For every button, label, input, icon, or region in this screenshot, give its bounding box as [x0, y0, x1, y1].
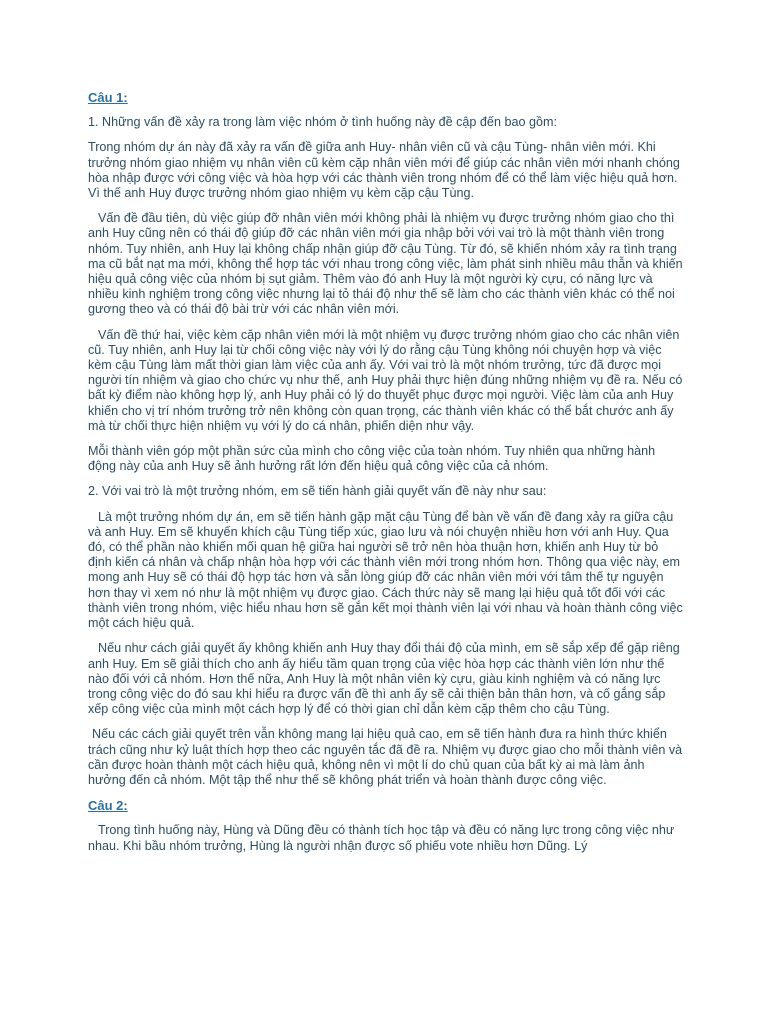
question1-item2: 2. Với vai trò là một trưởng nhóm, em sẽ tiến hành giải quyết vấn đề này như sau: — [88, 484, 547, 499]
paragraph-issue-two: Vấn đề thứ hai, việc kèm cặp nhân viên mới là một nhiệm vụ được trưởng nhóm giao cho các nhân viên cũ. Tuy nhiên, anh Huy lại từ chối công việc này với lý do rằng cậu Tùng không nói chuyện hợp và việc kèm cậu Tùng làm mất thời gian làm việc của anh ấy. Với vai trò là một nhóm trưởng, tức đã được mọi người tín nhiệm và giao cho chức vụ như thế, anh Huy phải thực hiện đúng những nhiệm vụ đề ra. Nếu có bất kỳ điểm nào không hợp lý, anh Huy phải có lý do thuyết phục được mọi người. Việc làm của anh Huy khiến cho vị trí nhóm trưởng trở nên không còn quan trọng, các thành viên khác có thể bắt chước anh ấy mà từ chối thực hiện nhiệm vụ với lý do cá nhân, phiến diện như vậy. — [88, 327, 683, 433]
paragraph-solution-one: Là một trưởng nhóm dự án, em sẽ tiến hành gặp mặt cậu Tùng để bàn về vấn đề đang xảy ra giữa cậu và anh Huy. Em sẽ khuyến khích cậu Tùng tiếp xúc, giao lưu và nói chuyện nhiều hơn với anh Huy. Qua đó, có thể phần nào khiến mối quan hệ giữa hai người sẽ trở nên hòa thuận hơn, khiến anh Huy từ bỏ định kiến cá nhân và chấp nhận hòa hợp với các thành viên mới trong nhóm hơn. Thông qua việc này, em mong anh Huy sẽ có thái độ hợp tác hơn và sẵn lòng giúp đỡ các nhân viên mới với tâm thế tự nguyện hơn thay vì xem nó như là một nhiệm vụ được giao. Cách thức này sẽ mang lại hiệu quả tốt đối với các thành viên trong nhóm, việc hiểu nhau hơn sẽ gắn kết mọi thành viên lại với nhau và hoàn thành công việc một cách hiệu quả. — [88, 509, 683, 631]
cau2-heading: Câu 2: — [88, 798, 128, 814]
paragraph-solution-two: Nếu như cách giải quyết ấy không khiến anh Huy thay đổi thái độ của mình, em sẽ sắp xếp để gặp riêng anh Huy. Em sẽ giải thích cho anh ấy hiểu tầm quan trọng của việc hòa hợp các thành viên lớn như thế nào đối với cả nhóm. Hơn thế nữa, Anh Huy là một nhân viên kỳ cựu, giàu kinh nghiệm và có năng lực trong công việc do đó sau khi hiểu ra được vấn đề thì anh ấy sẽ cải thiện bản thân hơn, và cố gắng sắp xếp công việc của mình một cách hợp lý để có thời gian chỉ dẫn kèm cặp thêm cho cậu Tùng. — [88, 641, 680, 717]
paragraph-question2: Trong tình huống này, Hùng và Dũng đều có thành tích học tập và đều có năng lực trong công việc như nhau. Khi bầu nhóm trưởng, Hùng là người nhận được số phiếu vote nhiều hơn Dũng. Lý — [88, 823, 675, 853]
question1-item1: 1. Những vấn đề xảy ra trong làm việc nhóm ở tình huống này đề cập đến bao gồm: — [88, 115, 557, 130]
paragraph-issue-one: Vấn đề đầu tiên, dù việc giúp đỡ nhân viên mới không phải là nhiệm vụ được trưởng nhóm giao cho thì anh Huy cũng nên có thái độ giúp đỡ các nhân viên mới gia nhập bởi với vai trò là một thành viên trong nhóm. Tuy nhiên, anh Huy lại không chấp nhận giúp đỡ cậu Tùng. Từ đó, sẽ khiến nhóm xảy ra tình trạng ma cũ bắt nạt ma mới, không thể hợp tác với nhau trong công việc, làm phát sinh nhiều mâu thẫn và khiến hiệu quả công việc của nhóm bị sụt giảm. Thêm vào đó anh Huy là một người kỳ cựu, có năng lực và nhiều kinh nghiệm trong công việc nhưng lại tỏ thái độ như thế sẽ làm cho các thành viên khác có thể noi gương theo và có thái độ bài trừ với các nhân viên mới. — [88, 211, 683, 317]
paragraph-context: Trong nhóm dự án này đã xảy ra vấn đề giữa anh Huy- nhân viên cũ và cậu Tùng- nhân viên mới. Khi trưởng nhóm giao nhiệm vụ nhân viên cũ kèm cặp nhân viên mới để giúp các nhân viên mới nhanh chóng hòa nhập được với công việc và hòa hợp với các thành viên trong nhóm để có thể làm việc hiệu quả hơn. Vì thế anh Huy được trưởng nhóm giao nhiệm vụ kèm cặp cậu Tùng. — [88, 140, 680, 201]
document-page — [88, 90, 684, 864]
paragraph-summary: Mỗi thành viên góp một phần sức của mình cho công việc của toàn nhóm. Tuy nhiên qua những hành động này của anh Huy sẽ ảnh hưởng rất lớn đến hiệu quả công việc của cả nhóm. — [88, 444, 656, 474]
paragraph-solution-three: Nếu các cách giải quyết trên vẫn không mang lại hiệu quả cao, em sẽ tiến hành đưa ra hình thức khiển trách cũng như kỷ luật thích hợp theo các nguyên tắc đã đề ra. Nhiệm vụ được giao cho mỗi thành viên và cần được hoàn thành một cách hiệu quả, không nên vì một lí do chủ quan của bất kỳ ai mà làm ảnh hưởng đến cả nhóm. Một tập thể như thế sẽ không phát triển và hoàn thành được công việc. — [88, 727, 683, 787]
cau1-heading: Câu 1: — [88, 90, 128, 105]
